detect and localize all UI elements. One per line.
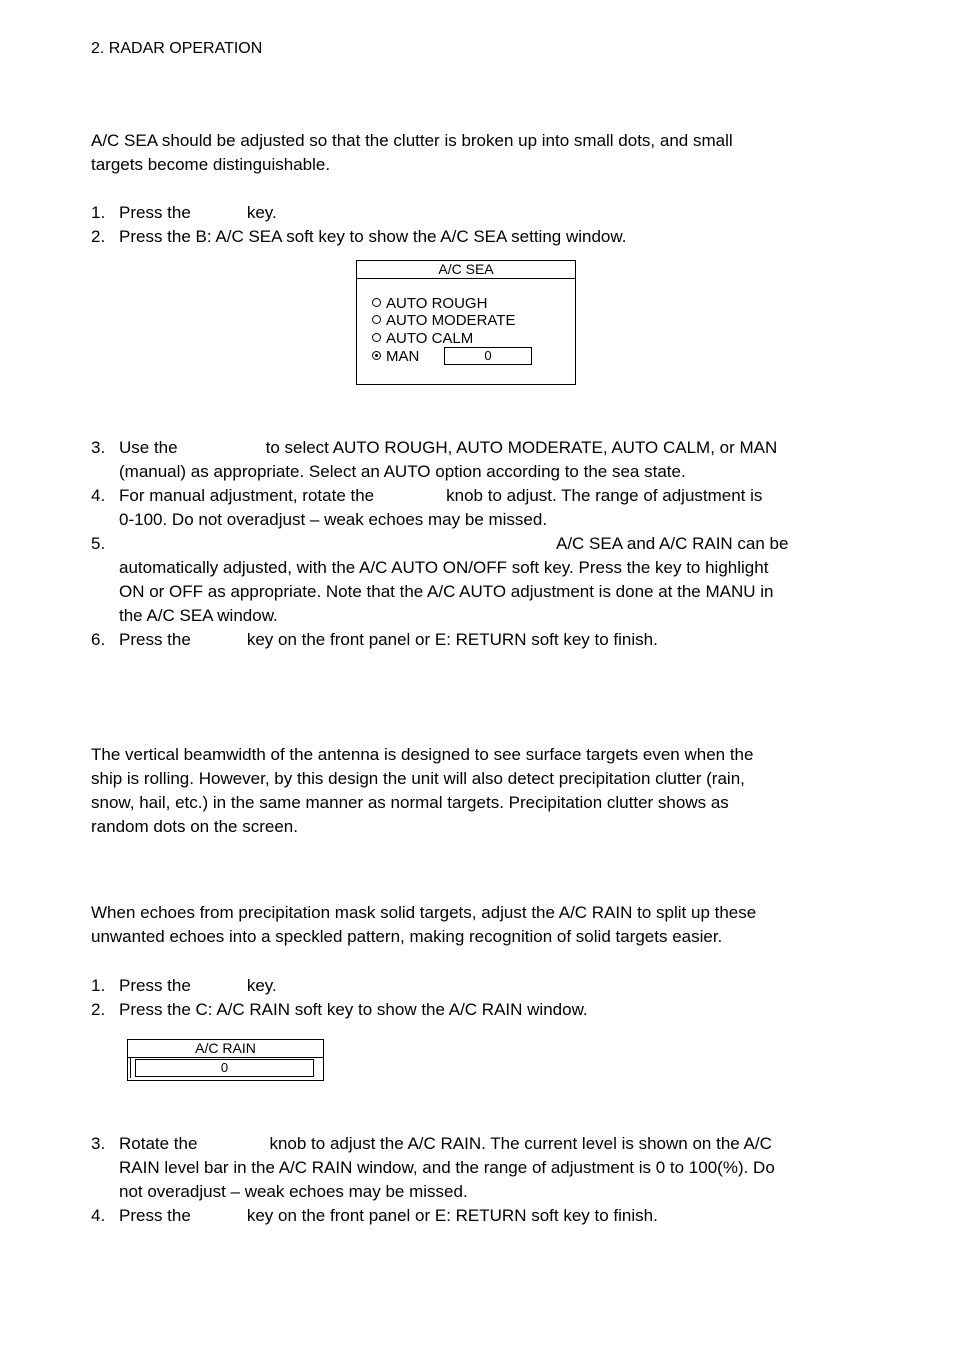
sea-step-1 <box>91 201 851 225</box>
rain-intro-line: snow, hail, etc.) in the same manner as normal targets. Precipitation clutter shows as <box>91 793 729 812</box>
radio-icon <box>372 298 381 307</box>
step-text: automatically adjusted, with the A/C AUTO ON/OFF soft key. Press the key to highlight <box>119 558 769 577</box>
rain-adjust-line: unwanted echoes into a speckled pattern, making recognition of solid targets easier. <box>91 927 723 946</box>
step-text: not overadjust – weak echoes may be missed. <box>119 1182 468 1201</box>
step-text: Press the C: A/C RAIN soft key to show the A/C RAIN window. <box>119 1000 588 1019</box>
step-number: 5. <box>91 534 106 553</box>
step-text: to select AUTO ROUGH, AUTO MODERATE, AUTO CALM, or MAN <box>265 438 778 457</box>
rain-level-bar[interactable]: 0 <box>135 1059 314 1077</box>
rain-intro <box>91 743 851 839</box>
sea-intro-line: targets become distinguishable. <box>91 155 331 174</box>
page-header: 2. RADAR OPERATION <box>91 40 263 57</box>
option-man[interactable] <box>372 348 492 365</box>
step-text: knob to adjust. The range of adjustment is <box>446 486 763 505</box>
man-value-field[interactable]: 0 <box>444 347 532 365</box>
rain-step-4 <box>91 1204 851 1228</box>
ac-sea-window-title: A/C SEA <box>357 261 575 279</box>
step-text: Press the <box>119 203 191 222</box>
step-number: 3. <box>91 1134 106 1153</box>
option-label: AUTO MODERATE <box>386 312 516 329</box>
rain-step-1 <box>91 974 851 998</box>
rain-intro-line: random dots on the screen. <box>91 817 298 836</box>
sea-intro-line: A/C SEA should be adjusted so that the clutter is broken up into small dots, and small <box>91 131 733 150</box>
ac-rain-window-title: A/C RAIN <box>128 1040 323 1058</box>
step-number: 2. <box>91 227 106 246</box>
option-auto-moderate[interactable] <box>372 312 515 329</box>
rain-step-2 <box>91 998 851 1022</box>
option-auto-calm[interactable] <box>372 330 473 347</box>
step-number: 6. <box>91 630 106 649</box>
ac-sea-window <box>356 260 576 385</box>
sea-intro <box>91 129 851 177</box>
rain-adjust-text <box>91 901 851 949</box>
step-number: 4. <box>91 486 106 505</box>
step-number: 3. <box>91 438 106 457</box>
step-text: (manual) as appropriate. Select an AUTO option according to the sea state. <box>119 462 686 481</box>
sea-step-2 <box>91 225 851 249</box>
step-text: Use the <box>119 438 178 457</box>
step-number: 4. <box>91 1206 106 1225</box>
step-text: key on the front panel or E: RETURN soft key to finish. <box>246 630 658 649</box>
step-text: Press the B: A/C SEA soft key to show the A/C SEA setting window. <box>119 227 627 246</box>
step-text: knob to adjust the A/C RAIN. The current level is shown on the A/C <box>269 1134 772 1153</box>
step-text: key. <box>246 203 277 222</box>
rain-adjust-line: When echoes from precipitation mask solid targets, adjust the A/C RAIN to split up these <box>91 903 757 922</box>
option-label: AUTO CALM <box>386 330 474 347</box>
step-number: 1. <box>91 203 106 222</box>
radio-icon <box>372 315 381 324</box>
step-text: Press the <box>119 976 191 995</box>
radio-icon <box>372 333 381 342</box>
step-text: Rotate the <box>119 1134 198 1153</box>
step-text: For manual adjustment, rotate the <box>119 486 375 505</box>
option-label: AUTO ROUGH <box>386 295 488 312</box>
rain-intro-line: The vertical beamwidth of the antenna is designed to see surface targets even when the <box>91 745 754 764</box>
step-text: the A/C SEA window. <box>119 606 278 625</box>
rain-intro-line: ship is rolling. However, by this design the unit will also detect precipitation clutter (rain, <box>91 769 745 788</box>
step-number: 1. <box>91 976 106 995</box>
step-text: ON or OFF as appropriate. Note that the A/C AUTO adjustment is done at the MANU in <box>119 582 774 601</box>
option-label: MAN <box>386 348 420 365</box>
sea-step-6 <box>91 628 851 652</box>
radio-selected-icon <box>372 351 381 360</box>
step-text: RAIN level bar in the A/C RAIN window, and the range of adjustment is 0 to 100(%). Do <box>119 1158 775 1177</box>
step-text: A/C SEA and A/C RAIN can be <box>556 534 789 553</box>
sea-step-5 <box>91 532 851 628</box>
sea-step-4 <box>91 484 851 532</box>
rain-bar-edge <box>130 1058 131 1078</box>
rain-step-3 <box>91 1132 851 1204</box>
step-text: Press the <box>119 1206 191 1225</box>
step-number: 2. <box>91 1000 106 1019</box>
step-text: 0-100. Do not overadjust – weak echoes may be missed. <box>119 510 548 529</box>
step-text: key on the front panel or E: RETURN soft key to finish. <box>246 1206 658 1225</box>
step-text: key. <box>246 976 277 995</box>
option-auto-rough[interactable] <box>372 295 487 312</box>
ac-rain-window <box>127 1039 324 1081</box>
sea-step-3 <box>91 436 851 484</box>
step-text: Press the <box>119 630 191 649</box>
